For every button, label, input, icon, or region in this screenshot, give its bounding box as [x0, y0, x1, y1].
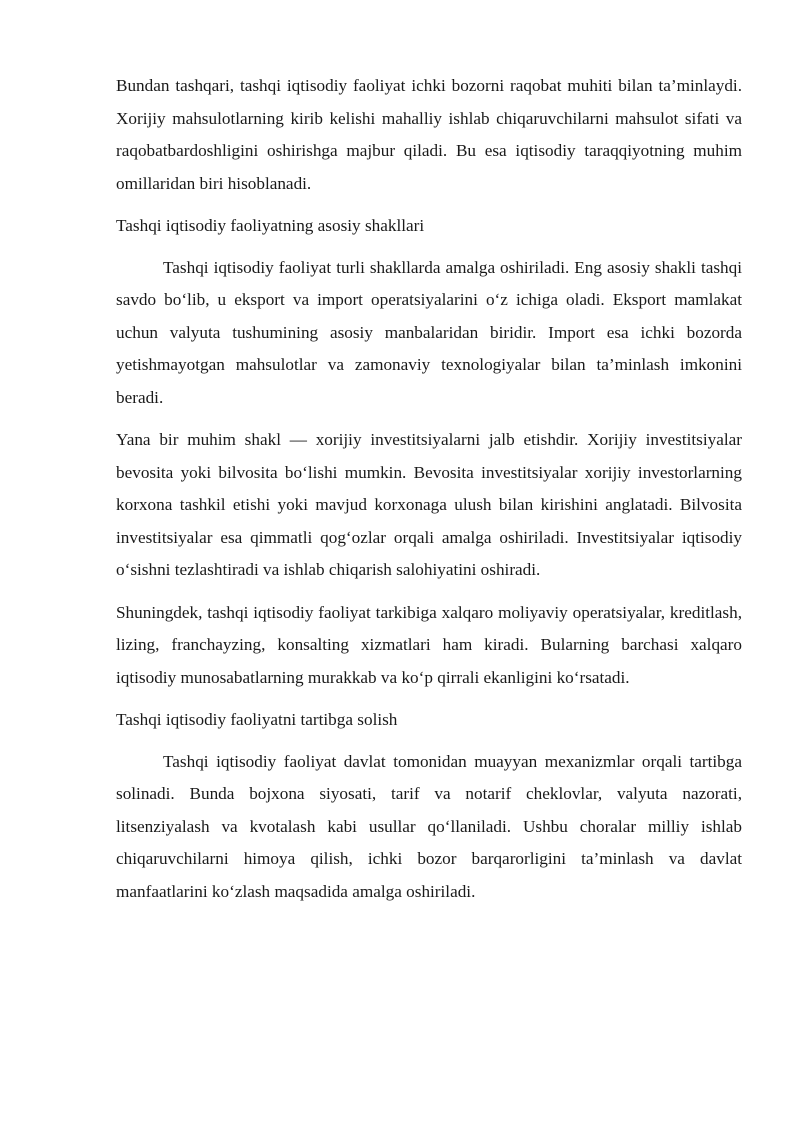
paragraph-investment: Yana bir muhim shakl — xorijiy investitsiyalarni jalb etishdir. Xorijiy investitsiyalar bevosita yoki bilvosita bo‘lishi mumkin. Bevosita investitsiyalar xorijiy investorlarning korxona tashkil etishi yoki mavjud korxonaga ulush bilan kirishini anglatadi. Bilvosita investitsiyalar esa qimmatli qog‘ozlar orqali amalga oshiriladi. Investitsiyalar iqtisodiy o‘sishni tezlashtiradi va ishlab chiqarish salohiyatini oshiradi.	[116, 430, 742, 579]
section-heading-regulation: Tashqi iqtisodiy faoliyatni tartibga solish	[116, 710, 398, 729]
document-body	[116, 70, 742, 918]
section-heading-forms: Tashqi iqtisodiy faoliyatning asosiy shakllari	[116, 216, 425, 235]
paragraph-financial-operations: Shuningdek, tashqi iqtisodiy faoliyat tarkibiga xalqaro moliyaviy operatsiyalar, kreditlash, lizing, franchayzing, konsalting xizmatlari ham kiradi. Bularning barchasi xalqaro iqtisodiy munosabatlarning murakkab va ko‘p qirrali ekanligini ko‘rsatadi.	[116, 602, 742, 687]
paragraph-regulation: Tashqi iqtisodiy faoliyat davlat tomonidan muayyan mexanizmlar orqali tartibga solinadi. Bunda bojxona siyosati, tarif va notarif cheklovlar, valyuta nazorati, litsenziyalash va kvotalash kabi usullar qo‘llaniladi. Ushbu choralar milliy ishlab chiqaruvchilarni himoya qilish, ichki bozor barqarorligini ta’minlash va davlat manfaatlarini ko‘zlash maqsadida amalga oshiriladi.	[116, 751, 742, 901]
paragraph-intro: Bundan tashqari, tashqi iqtisodiy faoliyat ichki bozorni raqobat muhiti bilan ta’minlaydi. Xorijiy mahsulotlarning kirib kelishi mahalliy ishlab chiqaruvchilarni mahsulot sifati va raqobatbardoshligini oshirishga majbur qiladi. Bu esa iqtisodiy taraqqiyotning muhim omillaridan biri hisoblanadi.	[116, 76, 742, 193]
paragraph-trade: Tashqi iqtisodiy faoliyat turli shakllarda amalga oshiriladi. Eng asosiy shakli tashqi savdo bo‘lib, u eksport va import operatsiyalarini o‘z ichiga oladi. Eksport mamlakat uchun valyuta tushumining asosiy manbalaridan biridir. Import esa ichki bozorda yetishmayotgan mahsulotlar va zamonaviy texnologiyalar bilan ta’minlash imkonini beradi.	[116, 257, 742, 407]
